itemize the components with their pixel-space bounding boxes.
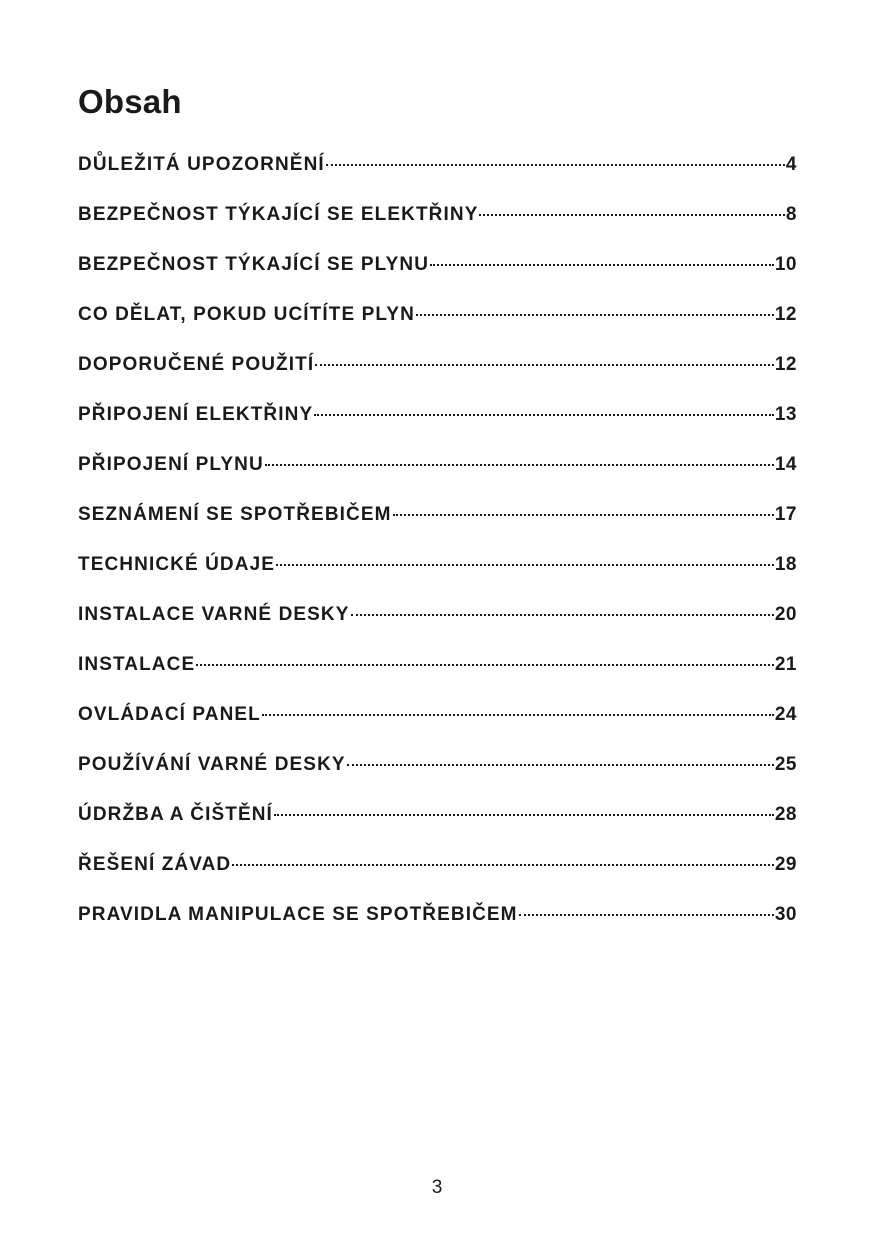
- toc-leader-dots: [393, 514, 774, 516]
- toc-entry-label: DŮLEŽITÁ UPOZORNĚNÍ: [78, 154, 325, 175]
- toc-entry-label: CO DĚLAT, POKUD UCÍTÍTE PLYN: [78, 304, 415, 325]
- toc-entry-gas-connection[interactable]: [78, 446, 797, 496]
- table-of-contents: [78, 146, 797, 946]
- toc-entry-label: POUŽÍVÁNÍ VARNÉ DESKY: [78, 754, 346, 775]
- toc-leader-dots: [265, 464, 774, 466]
- toc-entry-page: 30: [774, 904, 797, 925]
- toc-entry-page: 29: [774, 854, 797, 875]
- toc-entry-maintenance-cleaning[interactable]: [78, 796, 797, 846]
- toc-entry-label: PŘIPOJENÍ PLYNU: [78, 454, 264, 475]
- toc-entry-page: 10: [774, 254, 797, 275]
- toc-leader-dots: [314, 414, 774, 416]
- toc-entry-page: 21: [774, 654, 797, 675]
- toc-entry-page: 28: [774, 804, 797, 825]
- toc-entry-important-warnings[interactable]: [78, 146, 797, 196]
- toc-leader-dots: [519, 914, 774, 916]
- toc-entry-label: DOPORUČENÉ POUŽITÍ: [78, 354, 315, 375]
- toc-leader-dots: [274, 814, 774, 816]
- toc-entry-electrical-safety[interactable]: [78, 196, 797, 246]
- toc-entry-installation[interactable]: [78, 646, 797, 696]
- toc-entry-page: 18: [774, 554, 797, 575]
- toc-entry-page: 24: [774, 704, 797, 725]
- toc-entry-label: BEZPEČNOST TÝKAJÍCÍ SE PLYNU: [78, 254, 430, 275]
- toc-entry-label: ŘEŠENÍ ZÁVAD: [78, 854, 232, 875]
- toc-entry-technical-data[interactable]: [78, 546, 797, 596]
- toc-entry-gas-safety[interactable]: [78, 246, 797, 296]
- toc-entry-label: INSTALACE: [78, 654, 196, 675]
- toc-entry-page: 20: [774, 604, 797, 625]
- toc-entry-page: 12: [774, 354, 797, 375]
- toc-entry-label: PŘIPOJENÍ ELEKTŘINY: [78, 404, 314, 425]
- toc-leader-dots: [262, 714, 774, 716]
- toc-leader-dots: [276, 564, 774, 566]
- toc-entry-appliance-overview[interactable]: [78, 496, 797, 546]
- toc-leader-dots: [315, 364, 774, 366]
- toc-entry-hob-installation[interactable]: [78, 596, 797, 646]
- toc-entry-label: ÚDRŽBA A ČIŠTĚNÍ: [78, 804, 273, 825]
- toc-entry-label: PRAVIDLA MANIPULACE SE SPOTŘEBIČEM: [78, 904, 518, 925]
- toc-entry-label: BEZPEČNOST TÝKAJÍCÍ SE ELEKTŘINY: [78, 204, 479, 225]
- toc-entry-page: 8: [785, 204, 797, 225]
- toc-leader-dots: [232, 864, 774, 866]
- toc-leader-dots: [326, 164, 785, 166]
- toc-entry-gas-smell[interactable]: [78, 296, 797, 346]
- toc-entry-handling-rules[interactable]: [78, 896, 797, 946]
- toc-entry-control-panel[interactable]: [78, 696, 797, 746]
- toc-leader-dots: [196, 664, 774, 666]
- toc-leader-dots: [351, 614, 774, 616]
- toc-entry-label: TECHNICKÉ ÚDAJE: [78, 554, 276, 575]
- toc-leader-dots: [430, 264, 774, 266]
- toc-entry-page: 17: [774, 504, 797, 525]
- toc-entry-page: 12: [774, 304, 797, 325]
- toc-entry-troubleshooting[interactable]: [78, 846, 797, 896]
- toc-entry-page: 14: [774, 454, 797, 475]
- toc-entry-using-hob[interactable]: [78, 746, 797, 796]
- toc-entry-page: 4: [785, 154, 797, 175]
- toc-entry-label: OVLÁDACÍ PANEL: [78, 704, 261, 725]
- toc-entry-electrical-connection[interactable]: [78, 396, 797, 446]
- toc-entry-page: 25: [774, 754, 797, 775]
- toc-leader-dots: [416, 314, 774, 316]
- toc-leader-dots: [347, 764, 774, 766]
- toc-entry-page: 13: [774, 404, 797, 425]
- toc-entry-recommended-use[interactable]: [78, 346, 797, 396]
- toc-entry-label: INSTALACE VARNÉ DESKY: [78, 604, 350, 625]
- toc-entry-label: SEZNÁMENÍ SE SPOTŘEBIČEM: [78, 504, 392, 525]
- page-title: Obsah: [78, 83, 182, 120]
- page-number: 3: [431, 1177, 443, 1198]
- toc-leader-dots: [479, 214, 784, 216]
